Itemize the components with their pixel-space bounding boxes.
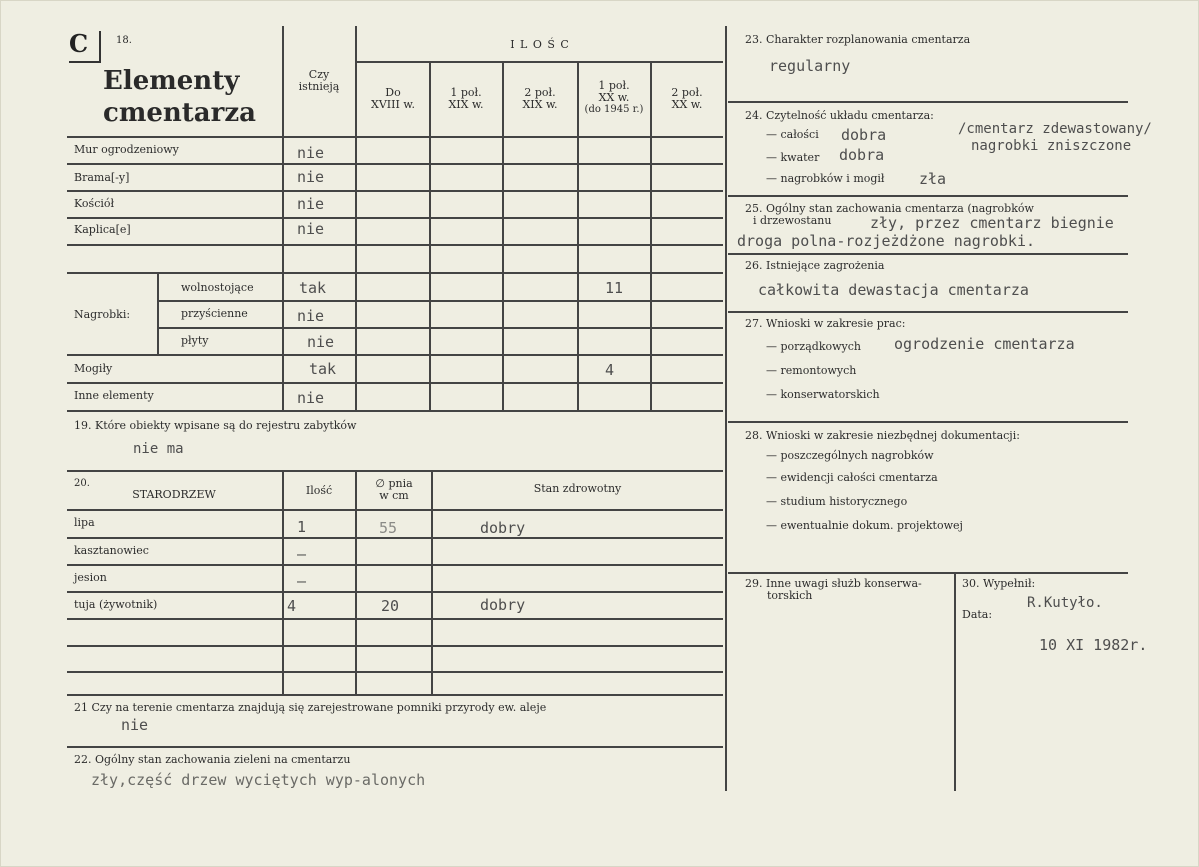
exists-brama: nie: [297, 168, 325, 186]
period-3-l2: XIX w.: [522, 98, 558, 111]
exists-kosciol: nie: [297, 195, 325, 213]
exists-wolnostojace: tak: [299, 279, 327, 297]
row-label-mur: Mur ogrodzeniowy: [74, 143, 179, 156]
period-4-l1: 1 poł.: [598, 79, 630, 92]
tree-state-lipa: dobry: [480, 519, 526, 537]
s24-calosci-value: dobra: [841, 126, 887, 144]
s18-czy-header-2: istnieją: [298, 80, 340, 93]
row-label-kosciol: Kościół: [74, 197, 115, 210]
s25-label-1: 25. Ogólny stan zachowania cmentarza (nagrobków: [745, 202, 1034, 215]
count-wolnostojace: 11: [605, 279, 624, 297]
s28-item-1: — poszczególnych nagrobków: [766, 449, 934, 462]
s24-note-1: /cmentarz zdewastowany/: [958, 121, 1152, 137]
tree-count-lipa: 1: [297, 518, 307, 536]
s20-number: 20.: [74, 478, 90, 489]
s27-label: 27. Wnioski w zakresie prac:: [745, 317, 906, 330]
tree-name-tuja: tuja (żywotnik): [74, 598, 158, 611]
s27-kons-label: — konserwatorskich: [766, 388, 880, 401]
exists-inne: nie: [297, 389, 325, 407]
s26-value: całkowita dewastacja cmentarza: [758, 281, 1029, 299]
tree-name-kasztanowiec: kasztanowiec: [74, 544, 149, 557]
s18-number: 18.: [116, 35, 132, 46]
row-label-inne: Inne elementy: [74, 389, 154, 402]
s21-value: nie: [121, 716, 149, 734]
s27-porz-label: — porządkowych: [766, 340, 861, 353]
period-1-l1: Do: [385, 86, 401, 99]
exists-kaplica: nie: [297, 220, 325, 238]
s24-note-2: nagrobki zniszczone: [971, 138, 1132, 154]
s26-label: 26. Istniejące zagrożenia: [745, 259, 885, 272]
s24-label: 24. Czytelność układu cmentarza:: [745, 109, 934, 122]
s24-nagrobkow-value: zła: [919, 170, 947, 188]
tree-name-jesion: jesion: [74, 571, 107, 584]
s25-value-1: zły, przez cmentarz biegnie: [870, 214, 1114, 232]
s18-title-line1: Elementy: [103, 66, 240, 96]
category-code: C: [69, 31, 101, 63]
exists-przyscienne: nie: [297, 307, 325, 325]
tree-diam-lipa: 55: [379, 519, 398, 537]
s20-header-diam-1: ∅ pnia: [375, 477, 413, 490]
s24-kwater-label: — kwater: [766, 151, 820, 164]
tree-name-lipa: lipa: [74, 516, 95, 529]
s23-value: regularny: [769, 57, 851, 75]
s28-item-2: — ewidencji całości cmentarza: [766, 471, 938, 484]
exists-plyty: nie: [307, 333, 335, 351]
s29-label-2: torskich: [767, 589, 813, 602]
s20-header-diam-2: w cm: [379, 489, 409, 502]
row-label-brama: Brama[-y]: [74, 171, 130, 184]
s30-date-label: Data:: [962, 608, 993, 621]
s20-header-state: Stan zdrowotny: [533, 482, 622, 495]
s19-label: 19. Które obiekty wpisane są do rejestru zabytków: [74, 419, 357, 432]
tree-state-tuja: dobry: [480, 596, 526, 614]
s30-date: 10 XI 1982r.: [1039, 636, 1148, 654]
period-2-l1: 1 poł.: [450, 86, 482, 99]
row-label-kaplica: Kaplica[e]: [74, 223, 131, 236]
period-5-l1: 2 poł.: [671, 86, 703, 99]
s30-label: 30. Wypełnił:: [962, 577, 1036, 590]
s22-value: zły,część drzew wyciętych wyp-alonych: [91, 771, 426, 789]
period-5-l2: XX w.: [671, 98, 703, 111]
period-2-l2: XIX w.: [448, 98, 484, 111]
s22-label: 22. Ogólny stan zachowania zieleni na cmentarzu: [74, 753, 351, 766]
row-label-mogily: Mogiły: [74, 362, 113, 375]
row-label-wolnostojace: wolnostojące: [181, 281, 254, 294]
nagrobki-label: Nagrobki:: [74, 308, 131, 321]
exists-mogily: tak: [309, 360, 337, 378]
s27-rem-label: — remontowych: [766, 364, 857, 377]
s18-title-line2: cmentarza: [103, 98, 256, 128]
s19-value: nie ma: [133, 441, 184, 457]
s23-label: 23. Charakter rozplanowania cmentarza: [745, 33, 971, 46]
s25-value-2: droga polna-rozjeżdżone nagrobki.: [737, 232, 1036, 250]
s25-label-2: i drzewostanu: [753, 214, 832, 227]
ilosc-header: I L O Ś C: [510, 38, 570, 51]
exists-mur: nie: [297, 144, 325, 162]
count-mogily: 4: [605, 361, 615, 379]
tree-count-kasztanowiec: —: [297, 545, 307, 563]
period-3-l1: 2 poł.: [524, 86, 556, 99]
s18-czy-header-1: Czy: [308, 68, 330, 81]
tree-count-tuja: 4: [287, 597, 297, 615]
period-4-l2: XX w.: [598, 91, 630, 104]
tree-diam-tuja: 20: [381, 597, 400, 615]
s29-label-1: 29. Inne uwagi służb konserwa-: [745, 577, 922, 590]
period-1-l2: XVIII w.: [371, 98, 415, 111]
s24-kwater-value: dobra: [839, 146, 885, 164]
row-label-przyscienne: przyścienne: [181, 307, 248, 320]
s30-value: R.Kutyło.: [1027, 595, 1103, 611]
tree-count-jesion: —: [297, 572, 307, 590]
row-label-plyty: płyty: [181, 334, 209, 347]
s20-header-count: Ilość: [305, 484, 333, 497]
period-4-l3: (do 1945 r.): [584, 104, 644, 115]
s20-header-name: STARODRZEW: [132, 488, 216, 501]
s28-item-3: — studium historycznego: [766, 495, 908, 508]
s24-calosci-label: — całości: [766, 128, 819, 141]
s28-item-4: — ewentualnie dokum. projektowej: [766, 519, 963, 532]
s28-label: 28. Wnioski w zakresie niezbędnej dokumentacji:: [745, 429, 1020, 442]
s27-porz-value: ogrodzenie cmentarza: [894, 335, 1075, 353]
s24-nagrobkow-label: — nagrobków i mogił: [766, 172, 885, 185]
s21-label: 21 Czy na terenie cmentarza znajdują się zarejestrowane pomniki przyrody ew. aleje: [74, 701, 547, 714]
